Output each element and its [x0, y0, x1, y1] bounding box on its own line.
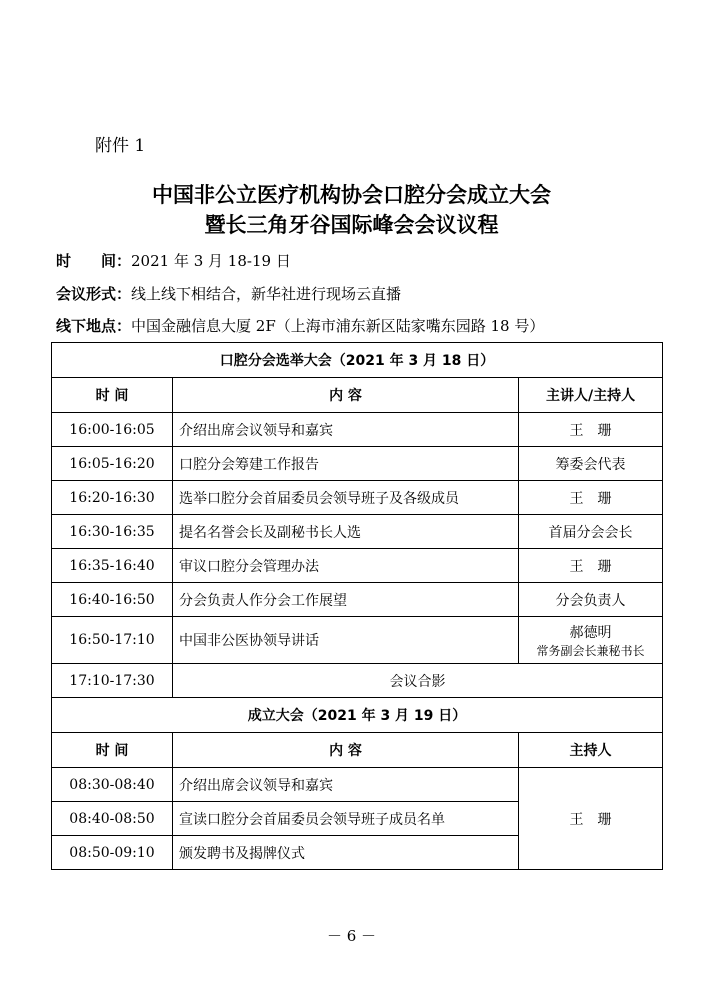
row-content: 宣读口腔分会首届委员会领导班子成员名单 — [173, 802, 519, 836]
row-content: 会议合影 — [173, 664, 663, 698]
document-title-line1: 中国非公立医疗机构协会口腔分会成立大会 — [152, 183, 551, 207]
section2-header-host: 主持人 — [519, 733, 663, 768]
table-row — [52, 481, 663, 515]
meeting-venue-value: 中国金融信息大厦 2F（上海市浦东新区陆家嘴东园路 18 号） — [131, 317, 545, 335]
section2-header-time: 时 间 — [52, 733, 173, 768]
row-content: 中国非公医协领导讲话 — [173, 617, 519, 664]
row-content: 分会负责人作分会工作展望 — [173, 583, 519, 617]
row-time: 16:20-16:30 — [52, 481, 173, 515]
page-number: － 6 － — [326, 927, 377, 945]
table-row — [52, 413, 663, 447]
row-host: 王 珊 — [519, 413, 663, 447]
meeting-time-value: 2021 年 3 月 18-19 日 — [131, 252, 291, 270]
section1-header-host: 主讲人/主持人 — [519, 378, 663, 413]
meeting-venue-label: 线下地点： — [56, 317, 132, 335]
section2-header-content: 内 容 — [173, 733, 519, 768]
speaker-name: 郝德明 — [569, 624, 612, 641]
meeting-time — [56, 250, 291, 271]
row-content: 介绍出席会议领导和嘉宾 — [173, 413, 519, 447]
table-row — [52, 549, 663, 583]
row-time: 08:50-09:10 — [52, 836, 173, 870]
row-time: 17:10-17:30 — [52, 664, 173, 698]
table-row — [52, 447, 663, 481]
section1-header-content: 内 容 — [173, 378, 519, 413]
meeting-time-label: 时 间： — [56, 252, 132, 270]
row-time: 08:30-08:40 — [52, 768, 173, 802]
row-host: 王 珊 — [519, 481, 663, 515]
table-row — [52, 583, 663, 617]
row-time: 08:40-08:50 — [52, 802, 173, 836]
section2-title: 成立大会（2021 年 3 月 19 日） — [52, 698, 663, 733]
row-host: 筹委会代表 — [519, 447, 663, 481]
meeting-format-label: 会议形式： — [56, 285, 132, 303]
section2-host: 王 珊 — [519, 768, 663, 870]
row-content: 颁发聘书及揭牌仪式 — [173, 836, 519, 870]
row-content: 介绍出席会议领导和嘉宾 — [173, 768, 519, 802]
table-row — [52, 617, 663, 664]
table-row — [52, 768, 663, 802]
row-time: 16:35-16:40 — [52, 549, 173, 583]
meeting-format — [56, 283, 401, 304]
row-time: 16:40-16:50 — [52, 583, 173, 617]
row-time: 16:00-16:05 — [52, 413, 173, 447]
row-host: 王 珊 — [519, 549, 663, 583]
row-content: 审议口腔分会管理办法 — [173, 549, 519, 583]
attachment-label: 附件 1 — [95, 136, 146, 156]
section1-title: 口腔分会选举大会（2021 年 3 月 18 日） — [52, 343, 663, 378]
row-content: 提名名誉会长及副秘书长人选 — [173, 515, 519, 549]
row-content: 选举口腔分会首届委员会领导班子及各级成员 — [173, 481, 519, 515]
table-row — [52, 664, 663, 698]
agenda-table — [51, 342, 663, 870]
meeting-format-value: 线上线下相结合，新华社进行现场云直播 — [131, 285, 402, 303]
document-title-line2: 暨长三角牙谷国际峰会会议议程 — [204, 213, 499, 237]
section1-header-time: 时 间 — [52, 378, 173, 413]
row-time: 16:30-16:35 — [52, 515, 173, 549]
row-host: 首届分会会长 — [519, 515, 663, 549]
row-time: 16:05-16:20 — [52, 447, 173, 481]
meeting-venue — [56, 315, 544, 336]
table-row — [52, 515, 663, 549]
row-content: 口腔分会筹建工作报告 — [173, 447, 519, 481]
row-host — [519, 617, 663, 664]
row-host: 分会负责人 — [519, 583, 663, 617]
speaker-title: 常务副会长兼秘书长 — [536, 643, 645, 658]
row-time: 16:50-17:10 — [52, 617, 173, 664]
